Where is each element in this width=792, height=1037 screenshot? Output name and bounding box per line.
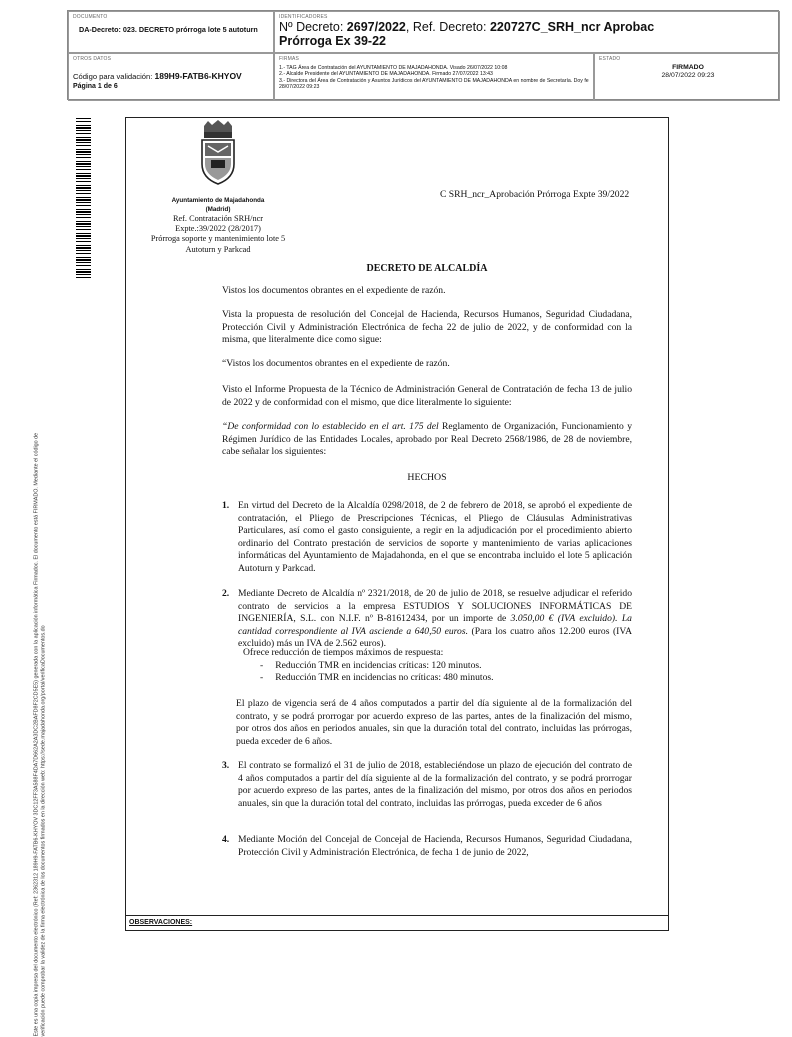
barcode-stripe [76, 271, 91, 273]
paragraph: Vistos los documentos obrantes en el expediente de razón. [222, 285, 446, 296]
firma-line: 3.- Directora del Área de Contratación y Asuntos Jurídicos del AYUNTAMIENTO DE MAJADAHONDA en nombre de Secretaría. Doy fe 28/07/2022 09:23 [279, 77, 589, 90]
barcode-stripe [76, 154, 91, 155]
ayuntamiento-line: Ayuntamiento de Majadahonda [171, 197, 265, 204]
hecho-item: En virtud del Decreto de la Alcaldía 0298/2018, de 2 de febrero de 2018, se aprobó el expediente de contratación, el Pliego de Prescripciones Técnicas, el Pliego de Cláusulas Administrativas Particulares, así como el gasto consiguiente, a regir en la adjudicación por el procedimiento abierto ordinario del Contrato prestación de servicios de soporte y mantenimiento de varias aplicaciones informáticas del Ayuntamiento de Majadahonda, en el que se encontraba incluido el lote 5 aplicación Autoturn y Parkcad. [238, 500, 632, 574]
barcode-stripe [76, 145, 91, 146]
plazo-paragraph: El plazo de vigencia será de 4 años computados a partir del día siguiente al de la formalización del contrato, y se podrá prorrogar por acuerdo expreso de las partes, antes de la finalización del mismo, por otros dos años en periodos anuales, sin que la duración total del contrato, incluidas las prórrogas, pueda exceder de 6 años. [236, 698, 632, 747]
ayuntamiento-name [130, 196, 306, 214]
barcode-stripe [76, 173, 91, 174]
barcode-stripe [76, 247, 91, 249]
barcode-stripe [76, 257, 91, 258]
barcode-stripe [76, 142, 91, 143]
barcode-stripe [76, 161, 91, 162]
ref-label: , Ref. Decreto: [405, 20, 487, 34]
observaciones-label: OBSERVACIONES: [129, 919, 193, 926]
otros-caption: OTROS DATOS [73, 56, 112, 62]
barcode-stripe [76, 235, 91, 237]
barcode-stripe [76, 214, 91, 215]
barcode-stripe [76, 199, 91, 201]
otros-datos-cell [68, 53, 274, 101]
item-number: 3. [222, 760, 230, 771]
hecho-text: Mediante Decreto de Alcaldía nº 2321/2018, de 20 de julio de 2018, se resuelve adjudicar el referido contrato de servicios a la empresa ESTUDIOS Y SOLUCIONES INFORMÁTICAS DE INGENIERÍA, S.L. con N.I.F. nº B-81612434, por un importe de [238, 588, 632, 625]
barcode-stripe [76, 133, 91, 134]
letterhead-references [130, 214, 306, 255]
hecho-italic: 3.050,00 € (IVA excluido). La cantidad correspondiente al IVA asciende a 640,50 euros. [238, 613, 632, 637]
barcode-graphic [76, 118, 91, 278]
barcode-stripe [76, 137, 91, 138]
ref-value: 220727C_SRH_ncr Aprobac Prórroga Ex 39-22 [279, 20, 655, 48]
barcode-stripe [76, 197, 91, 198]
paragraph: Visto el Informe Propuesta de la Técnico de Administración General de Contratación de fecha 13 de julio de 2022 y de conformidad con el mismo, que dice literalmente lo siguiente: [222, 384, 632, 408]
verification-side-text [34, 217, 47, 1037]
barcode-stripe [76, 229, 91, 230]
barcode-stripe [76, 185, 91, 186]
barcode-stripe [76, 121, 91, 122]
barcode-stripe [76, 205, 91, 206]
barcode-stripe [76, 149, 91, 150]
documento-cell [68, 11, 274, 53]
document-header [67, 10, 779, 100]
estado-cell [594, 53, 780, 101]
barcode-stripe [76, 262, 91, 263]
decreto-number: 2697/2022 [346, 20, 406, 34]
offer-item-text: Reducción TMR en incidencias críticas: 120 minutos. [275, 660, 482, 671]
firma-line: 1.- TAG Área de Contratación del AYUNTAMIENTO DE MAJADAHONDA. Visado 26/07/2022 10:08 [279, 65, 508, 71]
barcode-stripe [76, 233, 91, 234]
barcode-stripe [76, 157, 91, 158]
barcode-stripe [76, 181, 91, 182]
coat-of-arms-icon [196, 120, 240, 186]
pagina-indicator: Página 1 de 6 [73, 83, 118, 90]
item-number: 4. [222, 834, 230, 845]
firmas-list [279, 65, 591, 90]
offer-intro: Ofrece reducción de tiempos máximos de respuesta: [243, 647, 444, 658]
barcode-stripe [76, 163, 91, 165]
paragraph-italic: “De conformidad con lo establecido en el art. 175 del [222, 421, 439, 432]
firmas-caption: FIRMAS [279, 56, 300, 62]
barcode-stripe [76, 223, 91, 225]
decreto-identifier [279, 20, 679, 48]
decree-title: DECRETO DE ALCALDÍA [366, 263, 488, 274]
barcode-stripe [76, 169, 91, 170]
barcode-stripe [76, 253, 91, 254]
barcode-stripe [76, 118, 91, 119]
hecho-item: Mediante Moción del Concejal de Concejal de Hacienda, Recursos Humanos, Seguridad Ciudadana, Protección Civil y Administración Electrónica, de fecha 1 de junio de 2022, [238, 834, 632, 858]
hechos-heading: HECHOS [407, 472, 447, 483]
codigo-value: 189H9-FATB6-KHYOV [154, 71, 242, 81]
barcode-stripe [76, 187, 91, 189]
barcode-stripe [76, 209, 91, 210]
identificadores-caption: IDENTIFICADORES [279, 14, 328, 20]
offer-item-text: Reducción TMR en incidencias no críticas: 480 minutos. [275, 672, 494, 683]
codigo-validacion [73, 71, 242, 81]
offer-item: - Reducción TMR en incidencias críticas: 120 minutos. [260, 660, 482, 671]
hecho-item [238, 588, 632, 651]
barcode-stripe [76, 274, 91, 275]
barcode-stripe [76, 166, 91, 167]
barcode-stripe [76, 178, 91, 179]
item-number: 1. [222, 500, 230, 511]
item-number: 2. [222, 588, 230, 599]
barcode-stripe [76, 250, 91, 251]
barcode-stripe [76, 269, 91, 270]
firma-line: 2.- Alcalde Presidente del AYUNTAMIENTO DE MAJADAHONDA. Firmado 27/07/2022 13:43 [279, 71, 493, 78]
barcode-stripe [76, 241, 91, 242]
estado-value: FIRMADO [672, 64, 704, 71]
hecho-item: El contrato se formalizó el 31 de julio de 2018, estableciéndose un plazo de ejecución del contrato de 4 años computados a partir del día siguiente al de la formalización del contrato, y se podrá prorrogar por acuerdo expreso de las partes, antes de la finalización del mismo, por otros dos años en periodos anuales, sin que la duración total del contrato, incluidas las prórrogas, pueda exceder de 6 años [238, 760, 632, 809]
offer-item: - Reducción TMR en incidencias no críticas: 480 minutos. [260, 672, 494, 683]
estado-fecha: 28/07/2022 09:23 [661, 72, 715, 79]
barcode-stripe [76, 277, 91, 278]
barcode-stripe [76, 193, 91, 194]
barcode-stripe [76, 202, 91, 203]
ref-line: Ref. Contratación SRH/ncr [172, 214, 264, 223]
barcode-stripe [76, 226, 91, 227]
estado-caption: ESTADO [599, 56, 621, 62]
barcode-stripe [76, 245, 91, 246]
paragraph-rest: Reglamento de Organización, Funcionamiento y Régimen Jurídico de las Entidades Locales, aprobado por Real Decreto 2568/1986, de 28 de noviembre, cabe señalar los siguientes: [222, 421, 632, 458]
barcode-stripe [76, 265, 91, 266]
barcode-stripe [76, 238, 91, 239]
side-text-line: verificación puede comprobar la validez de la firma electrónica de los documentos firmados en la dirección web: https://sede.majadahonda.org/portal/verificaDocumentos.do [40, 625, 46, 1037]
ref-line: Autoturn y Parkcad [185, 244, 251, 254]
codigo-label: Código para validación: [73, 72, 153, 81]
ref-line: Expte.:39/2022 (28/2017) [175, 224, 261, 234]
document-code: C SRH_ncr_Aprobación Prórroga Expte 39/2022 [440, 189, 630, 200]
paragraph [222, 421, 632, 459]
ref-line: Prórroga soporte y mantenimiento lote 5 [150, 234, 286, 244]
provincia-line: (Madrid) [205, 206, 231, 213]
barcode-stripe [76, 127, 91, 129]
decreto-label: Nº Decreto: [279, 20, 344, 34]
barcode-stripe [76, 221, 91, 222]
hecho-after: (Para los cuatro años 12.200 euros (IVA excluido) más un IVA de 2.562 euros). [238, 625, 632, 650]
observaciones-bar [125, 915, 669, 931]
firmas-cell [274, 53, 594, 101]
barcode-stripe [76, 217, 91, 218]
documento-value: DA-Decreto: 023. DECRETO prórroga lote 5 autoturn [79, 25, 258, 34]
barcode-stripe [76, 139, 91, 141]
identificadores-cell [274, 11, 780, 53]
barcode-stripe [76, 259, 91, 261]
side-text-line: Este es una copia impresa del documento electrónico (Ref: 2362312 189H9-FATB6-KHYOV 3DC12FF3A588F4DA7D662A2A3DC2BAFD8F2CD5E5) generada con la aplicación informática Firmadoc. El documento está FIRMADO. Mediante el código de [33, 432, 40, 1037]
paragraph: “Vistos los documentos obrantes en el expediente de razón. [222, 358, 450, 369]
barcode-stripe [76, 130, 91, 131]
barcode-stripe [76, 125, 91, 126]
documento-caption: DOCUMENTO [73, 14, 108, 20]
paragraph: Vista la propuesta de resolución del Concejal de Hacienda, Recursos Humanos, Seguridad Ciudadana, Protección Civil y Administración Electrónica de fecha 22 de julio de 2022, y de conformidad con la misma, que literalmente dice como sigue: [222, 309, 632, 346]
barcode-stripe [76, 175, 91, 177]
barcode-stripe [76, 190, 91, 191]
barcode-stripe [76, 151, 91, 153]
barcode-stripe [76, 211, 91, 213]
